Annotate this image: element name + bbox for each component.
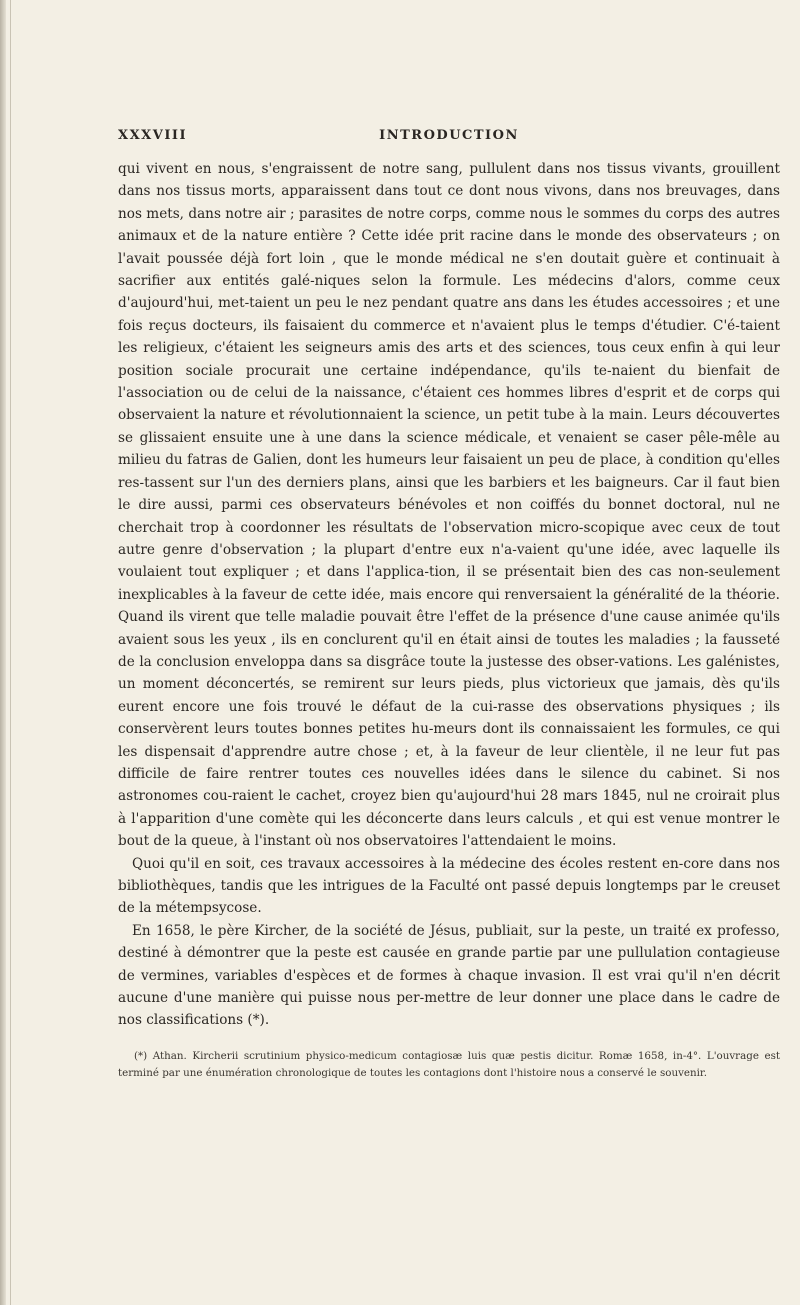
paragraph-1: qui vivent en nous, s'engraissent de notre sang, pullulent dans nos tissus vivants, grouillent dans nos tissus morts, apparaissent dans tout ce dont nous vivons, dans nos breuvages, dans nos mets, dans notre air ; parasites de notre corps, comme nous le sommes du corps des autres animaux et de la nature entière ? Cette idée prit racine dans le monde des observateurs ; on l'avait poussée déjà fort loin , que le monde médical ne s'en doutait guère et continuait à sacrifier aux entités galé-niques selon la formule. Les médecins d'alors, comme ceux d'aujourd'hui, met-taient un peu le nez pendant quatre ans dans les études accessoires ; et une fois reçus docteurs, ils faisaient du commerce et n'avaient plus le temps d'étudier. C'é-taient les religieux, c'étaient les seigneurs amis des arts et des sciences, tous ceux enfin à qui leur position sociale procurait une certaine indépendance, qu'ils te-naient du bienfait de l'association ou de celui de la naissance, c'étaient ces hommes libres d'esprit et de corps qui observaient la nature et révolutionnaient la science, un petit tube à la main. Leurs découvertes se glissaient ensuite une à une dans la science médicale, et venaient se caser pêle-mêle au milieu du fatras de Galien, dont les humeurs leur faisaient un peu de place, à condition qu'elles res-tassent sur l'un des derniers plans, ainsi que les barbiers et les baigneurs. Car il faut bien le dire aussi, parmi ces observateurs bénévoles et non coiffés du bonnet doctoral, nul ne cherchait trop à coordonner les résultats de l'observation micro-scopique avec ceux de tout autre genre d'observation ; la plupart d'entre eux n'a-vaient qu'une idée, avec laquelle ils voulaient tout expliquer ; et dans l'applica-tion, il se présentait bien des cas non-seulement inexplicables à la faveur de cette idée, mais encore qui renversaient la généralité de la théorie. Quand ils virent que telle maladie pouvait être l'effet de la présence d'une cause animée qu'ils avaient sous les yeux , ils en conclurent qu'il en était ainsi de toutes les maladies ; la fausseté de la conclusion enveloppa dans sa disgrâce toute la justesse des obser-vations. Les galénistes, un moment déconcertés, se remirent sur leurs pieds, plus victorieux que jamais, dès qu'ils eurent encore une fois trouvé le défaut de la cui-rasse des observations physiques ; ils conservèrent leurs toutes bonnes petites hu-meurs dont ils connaissaient les formules, ce qui les dispensait d'apprendre autre chose ; et, à la faveur de leur clientèle, il ne leur fut pas difficile de faire rentrer toutes ces nouvelles idées dans le silence du cabinet. Si nos astronomes cou-raient le cachet, croyez bien qu'aujourd'hui 28 mars 1845, nul ne croirait plus à l'apparition d'une comète qui les déconcerte dans leurs calculs , et qui est venue montrer le bout de la queue, à l'instant où nos observatoires l'attendaient le moins. xyxy=(118,161,780,850)
footnote xyxy=(118,1048,780,1082)
body-text xyxy=(118,158,780,1032)
running-title: INTRODUCTION xyxy=(379,128,519,143)
book-page xyxy=(118,128,780,1082)
page-binding-edge xyxy=(0,0,6,1305)
paragraph-2: Quoi qu'il en soit, ces travaux accessoires à la médecine des écoles restent en-core dans nos bibliothèques, tandis que les intrigues de la Faculté ont passé depuis longtemps par le creuset de la métempsycose. xyxy=(118,855,780,917)
paragraph-3: En 1658, le père Kircher, de la société de Jésus, publiait, sur la peste, un traité ex professo, destiné à démontrer que la peste est causée en grande partie par une pullulation contagieuse de vermines, variables d'espèces et de formes à chaque invasion. Il est vrai qu'il n'en décrit aucune d'une manière qui puisse nous per-mettre de leur donner une place dans le cadre de nos classifications (*). xyxy=(118,922,780,1029)
page-gutter-line xyxy=(10,0,11,1305)
page-number: XXXVIII xyxy=(118,128,188,143)
footnote-text: (*) Athan. Kircherii scrutinium physico-medicum contagiosæ luis quæ pestis dicitur. Romæ 1658, in-4°. L'ouvrage est terminé par une énumération chronologique de toutes les contagions dont l'histoire nous a conservé le souvenir. xyxy=(118,1049,780,1079)
page-header xyxy=(118,128,780,150)
